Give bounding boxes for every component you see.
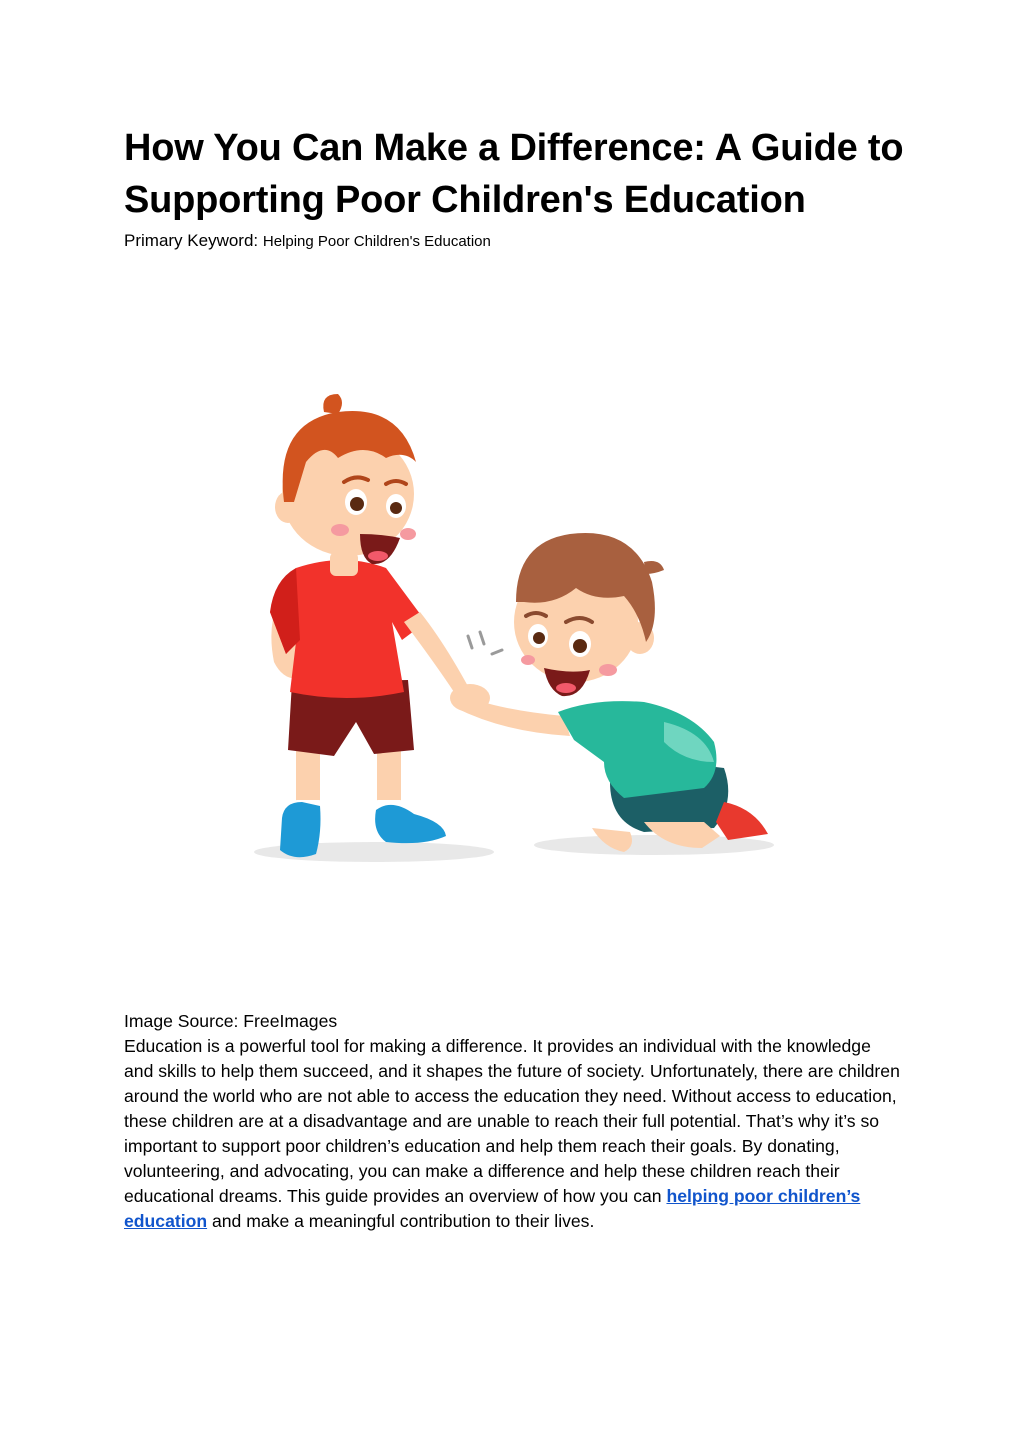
kids-helping-illustration (124, 262, 900, 1002)
kneeling-boy (450, 533, 768, 852)
image-source-caption: Image Source: FreeImages (124, 1011, 338, 1031)
intro-paragraph (124, 1034, 904, 1234)
motion-marks (468, 632, 502, 654)
paragraph-text-start: Education is a powerful tool for making a difference. It provides an individual with the knowledge and skills to help them succeed, and it shapes the future of society. Unfortunately, there are children around the world who are not able to access the education they need. Without access to education, these children are at a disadvantage and are unable to reach their full potential. That’s why it’s so important to support poor children’s education and help them reach their goals. By donating, volunteering, and advocating, you can make a difference and help these children reach their educational dreams. This guide provides an overview of how you can (124, 1036, 900, 1206)
standing-boy (270, 394, 470, 857)
keyword-value: Helping Poor Children's Education (262, 233, 491, 250)
body-text (124, 1009, 904, 1234)
keyword-label: Primary Keyword: (124, 231, 259, 250)
helping-education-link[interactable]: helping poor children’s education (124, 1186, 861, 1231)
primary-keyword (124, 230, 491, 253)
paragraph-text-end: and make a meaningful contribution to their lives. (207, 1211, 595, 1231)
page-title: How You Can Make a Difference: A Guide to Supporting Poor Children's Education (124, 127, 904, 221)
